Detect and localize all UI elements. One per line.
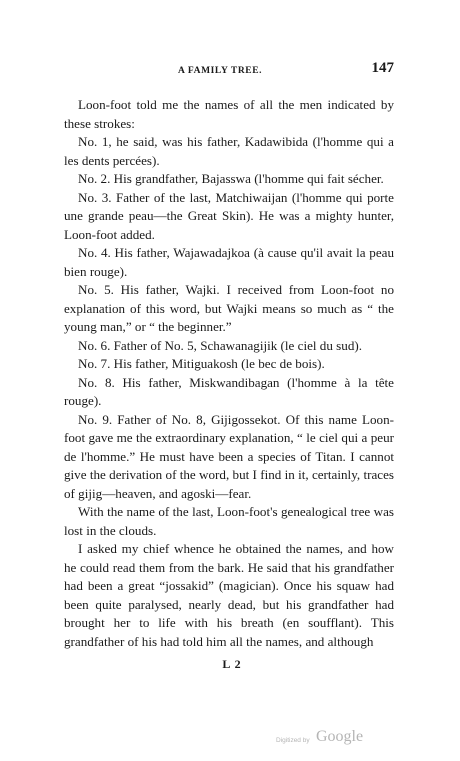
paragraph: Loon-foot told me the names of all the men indicated by these strokes: [64, 97, 394, 131]
paragraph: No. 6. Father of No. 5, Schawanagijik (le ciel du sud). [78, 337, 362, 353]
paragraph: No. 5. His father, Wajki. I received from Loon-foot no explanation of this word, but Wajki means so much as “ the young man,” or “ the beginner.” [64, 282, 394, 334]
watermark-caption: Digitized by [276, 737, 310, 744]
signature-mark: L 2 [222, 657, 242, 671]
paragraph: I asked my chief whence he obtained the names, and how he could read them from the bark. He said that his grandfather had been a great “jossakid” (magician). Once his squaw had been quite paralysed, nearly dead, but his grandfather had brought her to life with his breath (en soufflant). This grandfather of his had told him all the names, and although [64, 541, 394, 649]
book-page [64, 60, 394, 672]
paragraph: No. 1, he said, was his father, Kadawibida (l'homme qui a les dents percées). [64, 134, 394, 168]
watermark-logo: Google [316, 728, 364, 745]
page-number: 147 [371, 60, 394, 76]
paragraph: No. 7. His father, Mitiguakosh (le bec de bois). [78, 356, 325, 371]
running-head [64, 60, 394, 84]
paragraph: No. 3. Father of the last, Matchiwaijan (l'homme qui porte une grande peau—the Great Skin). He was a mighty hunter, Loon-foot added. [64, 189, 394, 242]
running-title: A FAMILY TREE. [178, 66, 263, 76]
paragraph: No. 8. His father, Miskwandibagan (l'homme à la tête rouge). [64, 374, 394, 408]
paragraph: With the name of the last, Loon-foot's genealogical tree was lost in the clouds. [64, 504, 394, 538]
paragraph: No. 4. His father, Wajawadajkoa (à cause qu'il avait la peau bien rouge). [64, 245, 394, 279]
paragraph: No. 9. Father of No. 8, Gijigossekot. Of this name Loon-foot gave me the extraordinary explanation, “ le ciel qui a peur de l'homme.” He must have been a species of Titan. I cannot give the derivation of the word, but I find in it, certainly, traces of gijig—heaven, and agoski—fear. [64, 411, 394, 501]
google-watermark [276, 728, 406, 750]
paragraph: No. 2. His grandfather, Bajasswa (l'homme qui fait sécher. [78, 171, 384, 186]
body-text [64, 96, 394, 651]
